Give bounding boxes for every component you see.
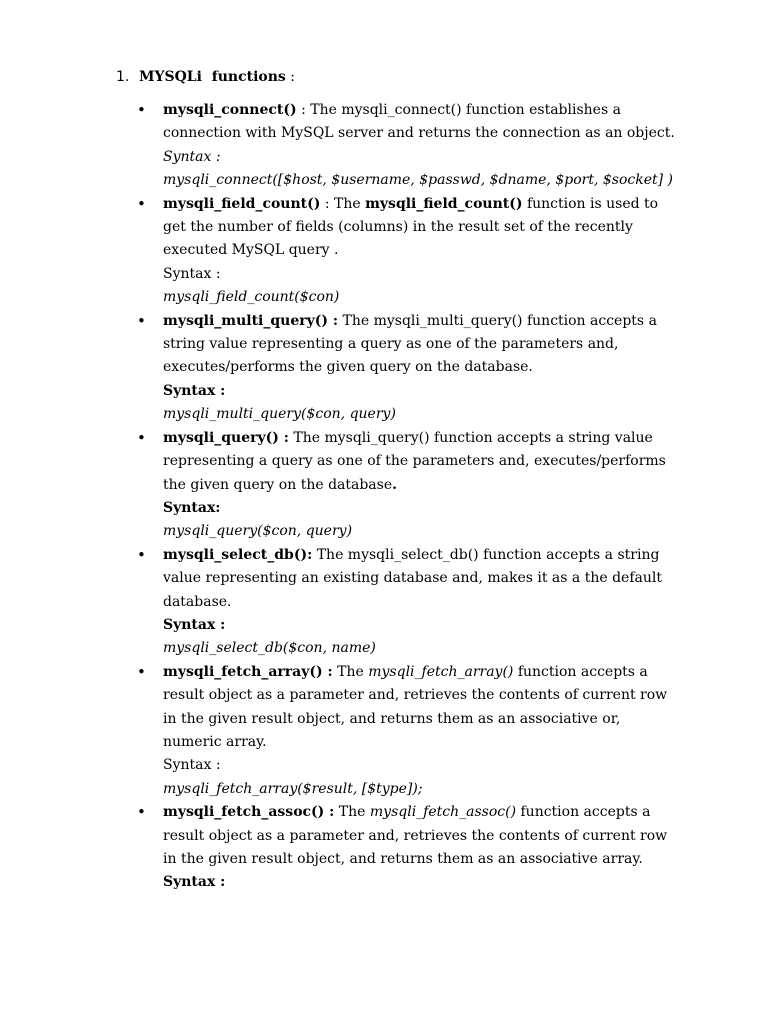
section-title-suffix: :	[285, 69, 295, 85]
item-description	[163, 99, 682, 146]
description-text: The mysqli_select_db() function accepts a string value representing an existing database and, makes it as a the default database.	[163, 546, 662, 610]
syntax-code: mysqli_query($con, query)	[163, 523, 353, 540]
section-number: 1.	[116, 69, 130, 85]
function-name: mysqli_fetch_array() :	[163, 663, 333, 680]
function-name: mysqli_connect()	[163, 102, 297, 118]
description-text: The mysqli_multi_query() function accepts a string value representing a query as one of the parameters and, executes/performs the given query on the database.	[163, 312, 657, 376]
description-emphasis: mysqli_field_count()	[365, 195, 523, 212]
name-separator: :	[296, 102, 311, 118]
bullet-icon: •	[137, 662, 146, 681]
description-emphasis: mysqli_fetch_assoc()	[369, 804, 517, 821]
syntax-code: mysqli_multi_query($con, query)	[163, 406, 396, 423]
list-item-mysqli-field-count	[137, 193, 682, 310]
section-title: MYSQLi functions	[139, 69, 286, 85]
description-end: .	[392, 476, 398, 493]
list-item-mysqli-multi-query	[137, 310, 682, 427]
syntax-label: Syntax:	[163, 499, 221, 516]
syntax-code: mysqli_fetch_array($result, [$type]);	[163, 780, 423, 797]
bullet-icon: •	[137, 428, 146, 447]
section-heading	[116, 67, 295, 87]
bullet-icon: •	[137, 545, 146, 564]
bullet-icon: •	[137, 803, 146, 822]
description-text: function accepts a result object as a parameter and, retrieves the contents of current row in the given result object, and returns them as an associative or, numeric array.	[163, 663, 668, 750]
syntax-label: Syntax :	[163, 382, 226, 399]
function-name: mysqli_fetch_assoc() :	[163, 804, 335, 821]
list-item-mysqli-fetch-assoc	[137, 801, 682, 895]
bullet-icon: •	[137, 311, 146, 330]
syntax-code: mysqli_field_count($con)	[163, 289, 340, 306]
description-text: The	[334, 195, 366, 212]
item-description	[163, 310, 682, 380]
syntax-label: Syntax :	[163, 148, 221, 165]
item-description	[163, 193, 682, 263]
description-text: function accepts a result object as a parameter and, retrieves the contents of current row in the given result object, and returns them as an associative array.	[163, 804, 668, 867]
syntax-label: Syntax :	[163, 874, 226, 891]
name-separator: :	[320, 195, 335, 212]
function-name: mysqli_select_db():	[163, 546, 313, 563]
syntax-label: Syntax :	[163, 265, 221, 282]
syntax-label: Syntax :	[163, 757, 221, 774]
description-text: The	[337, 663, 369, 680]
item-description	[163, 427, 682, 497]
function-name: mysqli_field_count()	[163, 195, 321, 212]
item-description	[163, 544, 682, 614]
description-text: function is used to get the number of fields (columns) in the result set of the recently executed MySQL query .	[163, 195, 659, 259]
syntax-code: mysqli_connect([$host, $username, $passwd, $dname, $port, $socket] )	[163, 172, 674, 189]
list-item-mysqli-query	[137, 427, 682, 544]
description-text: The mysqli_connect() function establishes a connection with MySQL server and returns the connection as an object.	[163, 102, 675, 142]
description-text: The mysqli_query() function accepts a string value representing a query as one of the parameters and, executes/performs the given query on the database	[163, 429, 666, 493]
item-description	[163, 801, 682, 871]
function-name: mysqli_multi_query() :	[163, 312, 339, 329]
list-item-mysqli-connect	[137, 99, 682, 193]
function-list	[137, 99, 682, 895]
bullet-icon: •	[137, 194, 146, 213]
description-emphasis: mysqli_fetch_array()	[368, 663, 514, 680]
syntax-code: mysqli_select_db($con, name)	[163, 640, 376, 657]
bullet-icon: •	[137, 101, 146, 119]
list-item-mysqli-select-db	[137, 544, 682, 661]
description-text: The	[338, 804, 370, 821]
syntax-label: Syntax :	[163, 616, 226, 633]
list-item-mysqli-fetch-array	[137, 661, 682, 801]
function-name: mysqli_query() :	[163, 429, 289, 446]
item-description	[163, 661, 682, 755]
